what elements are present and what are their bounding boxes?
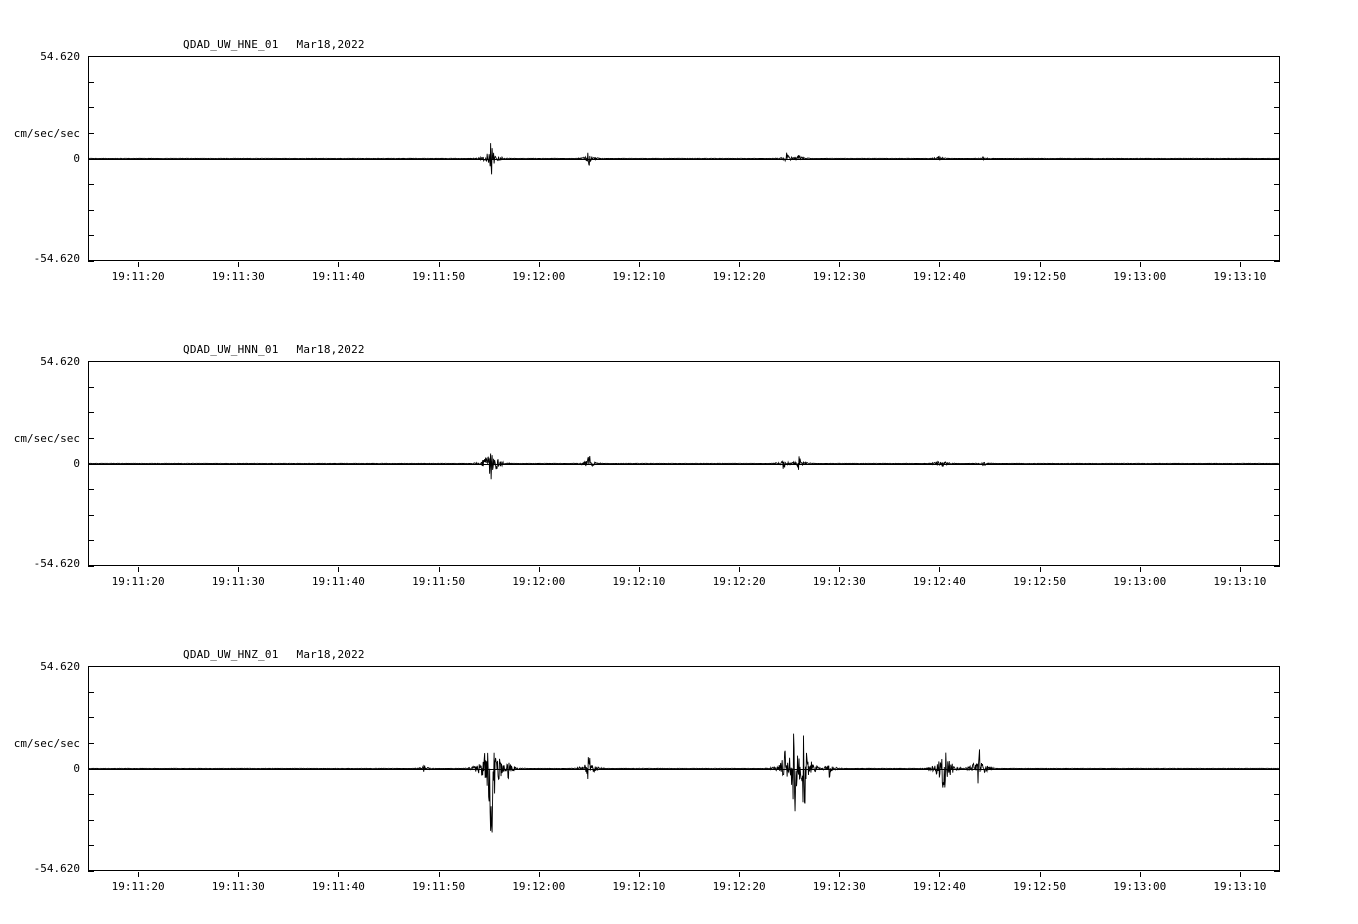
x-tick	[1240, 567, 1241, 572]
y-tick	[1274, 412, 1280, 413]
y-tick	[1274, 540, 1280, 541]
x-tick-label: 19:13:10	[1213, 575, 1267, 588]
y-tick	[1274, 235, 1280, 236]
x-tick-label: 19:13:00	[1113, 880, 1167, 893]
y-axis-min-label: -54.620	[33, 557, 80, 570]
y-tick	[88, 769, 94, 770]
y-tick	[1274, 133, 1280, 134]
y-tick	[1274, 845, 1280, 846]
x-tick-label: 19:11:30	[211, 270, 265, 283]
y-axis-unit-label: cm/sec/sec	[13, 127, 80, 140]
y-tick	[1274, 210, 1280, 211]
x-tick	[1040, 567, 1041, 572]
x-tick-label: 19:11:30	[211, 575, 265, 588]
y-tick	[1274, 515, 1280, 516]
x-tick-label: 19:12:20	[712, 575, 766, 588]
x-tick-label: 19:12:10	[612, 270, 666, 283]
y-axis-max-label: 54.620	[40, 660, 80, 673]
y-axis-max-label: 54.620	[40, 355, 80, 368]
x-tick	[939, 872, 940, 877]
x-tick-label: 19:11:20	[111, 575, 165, 588]
y-axis-min-label: -54.620	[33, 862, 80, 875]
x-tick	[639, 262, 640, 267]
x-tick	[839, 872, 840, 877]
x-tick	[1040, 872, 1041, 877]
channel-label: QDAD_UW_HNE_01	[183, 38, 279, 51]
y-tick	[88, 464, 94, 465]
x-tick	[739, 567, 740, 572]
y-tick	[1274, 56, 1280, 57]
waveform-trace-hnz	[89, 667, 1279, 870]
x-tick	[739, 872, 740, 877]
x-tick	[1040, 262, 1041, 267]
y-tick	[88, 210, 94, 211]
x-tick	[639, 872, 640, 877]
x-tick	[639, 567, 640, 572]
y-tick	[88, 82, 94, 83]
x-tick-label: 19:12:30	[812, 575, 866, 588]
y-tick	[1274, 717, 1280, 718]
x-tick	[238, 567, 239, 572]
x-axis-ticks-hne	[88, 262, 1280, 286]
y-ticks-right	[1274, 56, 1280, 261]
x-tick	[338, 262, 339, 267]
x-tick	[439, 262, 440, 267]
x-tick-label: 19:12:20	[712, 880, 766, 893]
y-ticks-left	[88, 56, 94, 261]
x-tick	[539, 872, 540, 877]
x-tick	[138, 567, 139, 572]
y-tick	[88, 184, 94, 185]
y-tick	[1274, 438, 1280, 439]
y-axis-max-label: 54.620	[40, 50, 80, 63]
x-tick-label: 19:12:50	[1013, 270, 1067, 283]
y-axis-unit-label: cm/sec/sec	[13, 737, 80, 750]
date-label: Mar18,2022	[296, 648, 365, 661]
channel-label: QDAD_UW_HNZ_01	[183, 648, 279, 661]
y-tick	[88, 794, 94, 795]
x-tick	[138, 262, 139, 267]
x-tick	[338, 872, 339, 877]
y-axis-zero-label: 0	[73, 457, 80, 470]
y-tick	[88, 743, 94, 744]
seismogram-panel-hnz	[0, 618, 1358, 908]
x-tick	[1140, 262, 1141, 267]
y-tick	[1274, 794, 1280, 795]
y-tick	[88, 515, 94, 516]
plot-area-hne	[88, 56, 1280, 261]
x-axis-ticks-hnz	[88, 872, 1280, 896]
x-tick	[138, 872, 139, 877]
x-tick	[939, 567, 940, 572]
x-tick-label: 19:11:40	[311, 880, 365, 893]
y-tick	[88, 133, 94, 134]
y-ticks-left	[88, 361, 94, 566]
x-tick-label: 19:11:20	[111, 880, 165, 893]
y-tick	[1274, 361, 1280, 362]
x-tick-label: 19:11:50	[412, 880, 466, 893]
y-ticks-right	[1274, 666, 1280, 871]
y-tick	[88, 412, 94, 413]
x-tick-label: 19:12:10	[612, 880, 666, 893]
x-tick	[238, 872, 239, 877]
y-tick	[88, 56, 94, 57]
y-tick	[1274, 692, 1280, 693]
channel-label: QDAD_UW_HNN_01	[183, 343, 279, 356]
x-tick	[839, 567, 840, 572]
y-tick	[88, 235, 94, 236]
y-tick	[1274, 666, 1280, 667]
x-tick-label: 19:13:10	[1213, 880, 1267, 893]
x-tick	[1240, 262, 1241, 267]
x-tick-label: 19:11:40	[311, 270, 365, 283]
y-axis-zero-label: 0	[73, 152, 80, 165]
plot-area-hnz	[88, 666, 1280, 871]
y-tick	[88, 845, 94, 846]
x-tick	[439, 872, 440, 877]
panel-title-hnz	[183, 648, 365, 661]
x-tick-label: 19:11:50	[412, 575, 466, 588]
x-tick-label: 19:11:20	[111, 270, 165, 283]
y-tick	[88, 159, 94, 160]
x-tick-label: 19:12:00	[512, 575, 566, 588]
x-axis-ticks-hnn	[88, 567, 1280, 591]
y-tick	[1274, 464, 1280, 465]
y-tick	[1274, 82, 1280, 83]
x-tick-label: 19:11:40	[311, 575, 365, 588]
y-tick	[88, 361, 94, 362]
panel-title-hnn	[183, 343, 365, 356]
y-tick	[88, 666, 94, 667]
x-tick	[238, 262, 239, 267]
x-tick-label: 19:12:40	[912, 270, 966, 283]
x-tick-label: 19:13:00	[1113, 575, 1167, 588]
plot-area-hnn	[88, 361, 1280, 566]
y-tick	[1274, 184, 1280, 185]
x-tick-label: 19:13:10	[1213, 270, 1267, 283]
x-tick	[338, 567, 339, 572]
y-tick	[88, 820, 94, 821]
x-tick-label: 19:12:00	[512, 270, 566, 283]
x-tick	[739, 262, 740, 267]
y-tick	[88, 107, 94, 108]
y-tick	[1274, 107, 1280, 108]
x-tick-label: 19:12:20	[712, 270, 766, 283]
y-tick	[88, 489, 94, 490]
x-tick-label: 19:13:00	[1113, 270, 1167, 283]
y-tick	[1274, 743, 1280, 744]
y-tick	[1274, 489, 1280, 490]
y-tick	[1274, 820, 1280, 821]
x-tick-label: 19:12:50	[1013, 880, 1067, 893]
x-tick	[839, 262, 840, 267]
date-label: Mar18,2022	[296, 343, 365, 356]
y-tick	[88, 438, 94, 439]
y-ticks-right	[1274, 361, 1280, 566]
waveform-trace-hne	[89, 57, 1279, 260]
x-tick	[439, 567, 440, 572]
y-axis-min-label: -54.620	[33, 252, 80, 265]
x-tick-label: 19:12:40	[912, 575, 966, 588]
x-tick	[539, 567, 540, 572]
x-tick-label: 19:12:30	[812, 880, 866, 893]
x-tick-label: 19:12:30	[812, 270, 866, 283]
y-tick	[1274, 769, 1280, 770]
x-tick-label: 19:12:50	[1013, 575, 1067, 588]
x-tick-label: 19:12:00	[512, 880, 566, 893]
x-tick-label: 19:12:10	[612, 575, 666, 588]
y-axis-unit-label: cm/sec/sec	[13, 432, 80, 445]
x-tick-label: 19:11:30	[211, 880, 265, 893]
y-tick	[1274, 387, 1280, 388]
waveform-trace-hnn	[89, 362, 1279, 565]
seismogram-panel-hnn	[0, 313, 1358, 603]
x-tick	[1140, 872, 1141, 877]
y-tick	[88, 717, 94, 718]
y-tick	[88, 387, 94, 388]
x-tick	[939, 262, 940, 267]
y-tick	[88, 540, 94, 541]
panel-title-hne	[183, 38, 365, 51]
x-tick-label: 19:12:40	[912, 880, 966, 893]
seismogram-panel-hne	[0, 8, 1358, 298]
y-ticks-left	[88, 666, 94, 871]
date-label: Mar18,2022	[296, 38, 365, 51]
x-tick	[1140, 567, 1141, 572]
x-tick-label: 19:11:50	[412, 270, 466, 283]
x-tick	[539, 262, 540, 267]
y-tick	[88, 692, 94, 693]
x-tick	[1240, 872, 1241, 877]
y-tick	[1274, 159, 1280, 160]
y-axis-zero-label: 0	[73, 762, 80, 775]
